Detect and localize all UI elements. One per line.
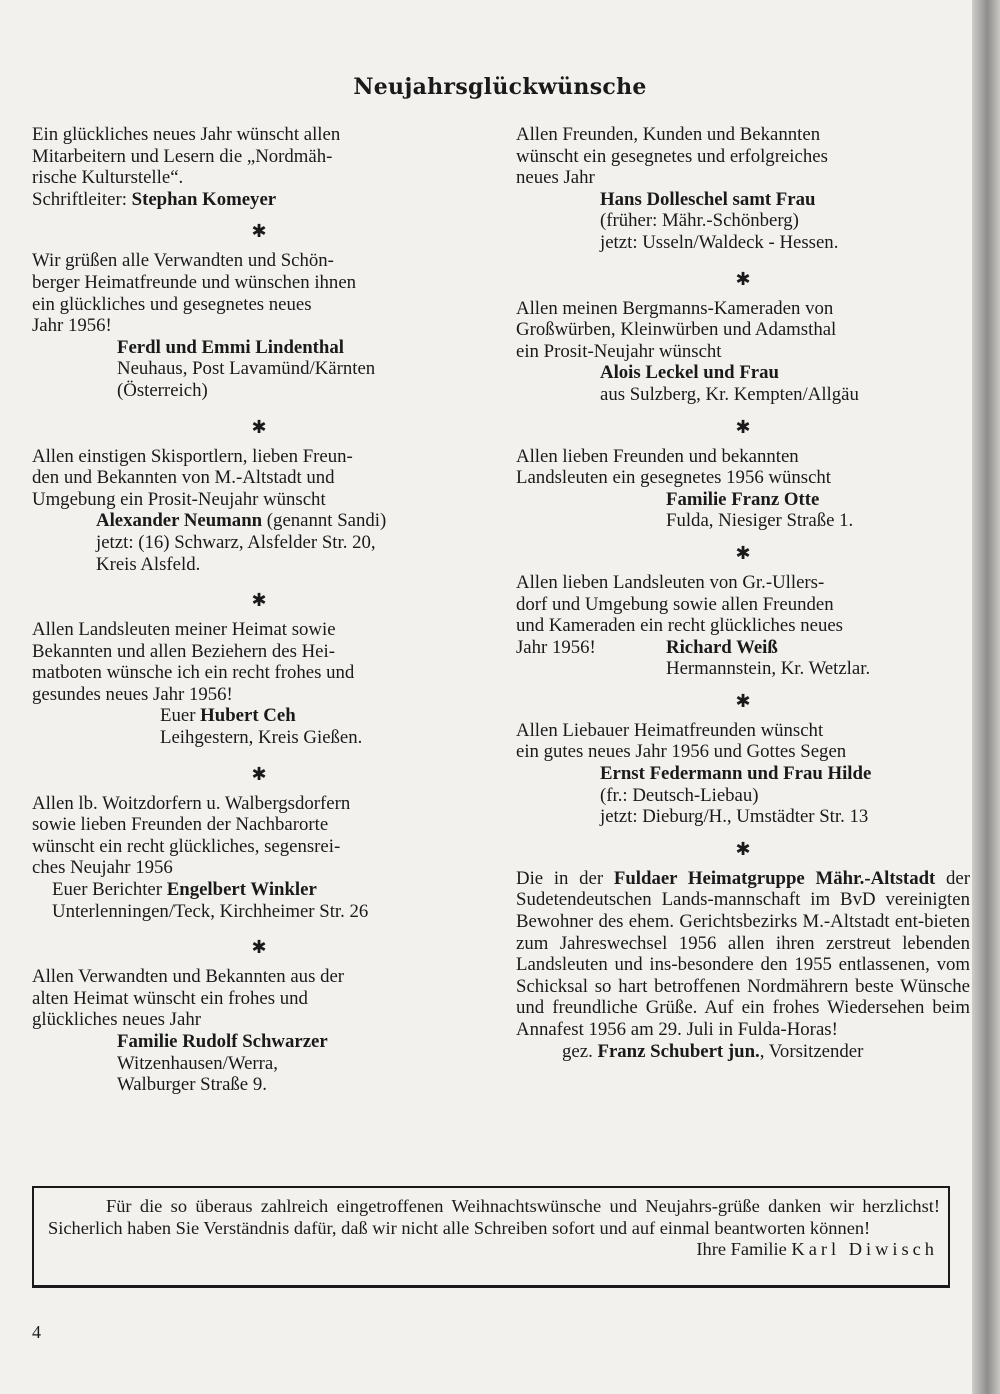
greeting-line: ches Neujahr 1956 bbox=[32, 857, 173, 879]
signature-name: Familie Rudolf Schwarzer bbox=[117, 1031, 328, 1052]
greeting-line: Jahr 1956! bbox=[32, 315, 112, 337]
signature-name: Hans Dolleschel samt Frau bbox=[600, 188, 816, 210]
separator-star-icon: ✱ bbox=[735, 268, 751, 289]
greeting-ceh bbox=[32, 619, 486, 749]
signature-name: Hubert Ceh bbox=[200, 705, 296, 727]
greeting-weiss bbox=[516, 572, 970, 680]
greeting-line: Ein glückliches neues Jahr wünscht allen bbox=[32, 124, 341, 145]
page-edge-shadow bbox=[972, 0, 1000, 1394]
separator-star-icon: ✱ bbox=[735, 416, 751, 437]
separator-star-icon: ✱ bbox=[251, 590, 267, 611]
signature-name: Familie Franz Otte bbox=[666, 488, 820, 510]
greeting-line: wünscht ein recht glückliches, segensrei- bbox=[32, 835, 341, 857]
greeting-line: Bekannten und allen Beziehern des Hei- bbox=[32, 640, 335, 662]
signature-name: Ernst Federmann und Frau Hilde bbox=[600, 763, 872, 785]
thanks-box bbox=[32, 1186, 950, 1288]
greeting-otte bbox=[516, 446, 970, 532]
greeting-line: rische Kulturstelle“. bbox=[32, 167, 184, 189]
signature-name: Ferdl und Emmi Lindenthal bbox=[117, 336, 344, 358]
greeting-line: sowie lieben Freunden der Nachbarorte bbox=[32, 814, 329, 836]
greeting-neumann bbox=[32, 446, 486, 576]
greeting-line: Großwürben, Kleinwürben und Adamsthal bbox=[516, 319, 837, 341]
left-column bbox=[32, 124, 486, 1096]
greeting-federmann bbox=[516, 720, 970, 828]
greeting-line: ein gutes neues Jahr 1956 und Gottes Segen bbox=[516, 741, 847, 763]
signature-prefix: Schriftleiter: bbox=[32, 188, 127, 210]
signature-name: Engelbert Winkler bbox=[166, 879, 317, 901]
greeting-line: neues Jahr bbox=[516, 167, 595, 189]
greeting-line: matboten wünsche ich ein recht frohes und bbox=[32, 662, 355, 684]
greeting-leckel bbox=[516, 298, 970, 406]
greeting-kulturstelle bbox=[32, 124, 486, 210]
separator-star-icon: ✱ bbox=[735, 542, 751, 563]
signature-prefix: Euer Berichter bbox=[52, 879, 163, 901]
greeting-line: Allen meinen Bergmanns-Kameraden von bbox=[516, 297, 834, 319]
greeting-line: Allen Verwandten und Bekannten aus der bbox=[32, 966, 345, 988]
separator-star-icon: ✱ bbox=[251, 221, 267, 242]
greeting-line: Wir grüßen alle Verwandten und Schön- bbox=[32, 250, 334, 272]
signature-address: Fulda, Niesiger Straße 1. bbox=[666, 510, 854, 532]
signature bbox=[32, 879, 486, 901]
greeting-line: und Kameraden ein recht glückliches neues bbox=[516, 615, 843, 637]
greeting-line: den und Bekannten von M.-Altstadt und bbox=[32, 467, 335, 489]
greeting-line: Allen Landsleuten meiner Heimat sowie bbox=[32, 619, 336, 641]
signature-name: Richard Weiß bbox=[666, 636, 778, 658]
signature-address: jetzt: Dieburg/H., Umstädter Str. 13 bbox=[600, 806, 869, 828]
thanks-text: Für die so überaus zahlreich eingetroffenen Weihnachtswünsche und Neujahrs-grüße danken wir herzlichst! Sicherlich haben Sie Verständnis dafür, daß wir nicht alle Schreiben sofort und auf einmal beantworten können! bbox=[48, 1196, 940, 1238]
signature bbox=[32, 705, 486, 727]
signature-name: Alois Leckel und Frau bbox=[600, 362, 779, 384]
greeting-schwarzer bbox=[32, 966, 486, 1096]
signature bbox=[32, 189, 486, 211]
greeting-lindenthal bbox=[32, 250, 486, 401]
page-number: 4 bbox=[32, 1322, 41, 1342]
signature-address: Walburger Straße 9. bbox=[117, 1074, 267, 1096]
greeting-intro: Die in der bbox=[516, 867, 604, 889]
signature-name: Alexander Neumann bbox=[96, 510, 263, 532]
signature bbox=[32, 510, 486, 532]
group-name: Fuldaer Heimatgruppe Mähr.-Altstadt bbox=[613, 867, 936, 889]
greeting-winkler bbox=[32, 793, 486, 923]
greeting-line: Allen einstigen Skisportlern, lieben Freun- bbox=[32, 445, 353, 467]
signature-address: aus Sulzberg, Kr. Kempten/Allgäu bbox=[600, 383, 859, 405]
signature-address: (früher: Mähr.-Schönberg) bbox=[600, 210, 799, 232]
right-column bbox=[516, 124, 970, 1062]
signature bbox=[516, 1041, 970, 1063]
greeting-line: Allen Liebauer Heimatfreunden wünscht bbox=[516, 719, 824, 741]
greeting-line: gesundes neues Jahr 1956! bbox=[32, 683, 233, 705]
separator-star-icon: ✱ bbox=[251, 416, 267, 437]
signature-address: (fr.: Deutsch-Liebau) bbox=[600, 784, 759, 806]
separator-star-icon: ✱ bbox=[735, 838, 751, 859]
greeting-line: glückliches neues Jahr bbox=[32, 1009, 201, 1031]
signature-address: Witzenhausen/Werra, bbox=[117, 1052, 278, 1074]
greeting-line: Allen lb. Woitzdorfern u. Walbergsdorfern bbox=[32, 792, 351, 814]
signature-prefix: Euer bbox=[160, 705, 196, 727]
signature-role: , Vorsitzender bbox=[759, 1040, 864, 1062]
signature-address: jetzt: (16) Schwarz, Alsfelder Str. 20, bbox=[96, 531, 376, 553]
signature-address: (Österreich) bbox=[117, 379, 208, 401]
signature-prefix: gez. bbox=[562, 1040, 593, 1062]
greeting-line: Allen lieben Landsleuten von Gr.-Ullers- bbox=[516, 571, 825, 593]
signature-address: Leihgestern, Kreis Gießen. bbox=[160, 727, 363, 749]
greeting-line: ein Prosit-Neujahr wünscht bbox=[516, 340, 722, 362]
signature-address: Hermannstein, Kr. Wetzlar. bbox=[666, 658, 871, 680]
greeting-line: wünscht ein gesegnetes und erfolgreiches bbox=[516, 145, 828, 167]
greeting-body: der Sudetendeutschen Lands-mannschaft im BvD vereinigten Bewohner des ehem. Gerichtsbezirks M.-Altstadt ent-bieten zum Jahreswechsel 1956 allen ihren zerstreut lebenden Landsleuten und ins-besondere den 1955 entlassenen, vom Schicksal so hart betroffenen Nordmährern beste Wünsche und freundliche Grüße. Auf ein frohes Wiedersehen beim Annafest 1956 am 29. Juli in Fulda-Horas! bbox=[516, 867, 970, 1040]
greeting-line: dorf und Umgebung sowie allen Freunden bbox=[516, 593, 834, 615]
signature-address: jetzt: Usseln/Waldeck - Hessen. bbox=[600, 231, 839, 253]
greeting-line: Allen lieben Freunden und bekannten bbox=[516, 445, 799, 467]
greeting-line: Allen Freunden, Kunden und Bekannten bbox=[516, 124, 821, 145]
separator-star-icon: ✱ bbox=[251, 937, 267, 958]
greeting-paragraph bbox=[516, 868, 970, 1041]
thanks-signature-name: Karl Diwisch bbox=[791, 1239, 938, 1260]
signature bbox=[516, 637, 970, 659]
greeting-line: Mitarbeitern und Lesern die „Nordmäh- bbox=[32, 145, 333, 167]
greeting-line: alten Heimat wünscht ein frohes und bbox=[32, 987, 308, 1009]
greeting-line: ein glückliches und gesegnetes neues bbox=[32, 293, 312, 315]
greeting-line: berger Heimatfreunde und wünschen ihnen bbox=[32, 271, 357, 293]
signature-address: Unterlenningen/Teck, Kirchheimer Str. 26 bbox=[52, 900, 369, 922]
thanks-signature-prefix: Ihre Familie bbox=[696, 1239, 787, 1260]
separator-star-icon: ✱ bbox=[251, 763, 267, 784]
signature-address: Neuhaus, Post Lavamünd/Kärnten bbox=[117, 358, 376, 380]
signature-name-suffix: (genannt Sandi) bbox=[266, 510, 387, 532]
signature-name: Franz Schubert jun. bbox=[597, 1040, 760, 1062]
thanks-signature bbox=[48, 1239, 940, 1261]
greeting-line: Jahr 1956! bbox=[516, 636, 596, 658]
signature-address: Kreis Alsfeld. bbox=[96, 553, 201, 575]
greeting-line: Landsleuten ein gesegnetes 1956 wünscht bbox=[516, 467, 832, 489]
greeting-line: Umgebung ein Prosit-Neujahr wünscht bbox=[32, 488, 326, 510]
greeting-dolleschel bbox=[516, 124, 970, 254]
signature-name: Stephan Komeyer bbox=[131, 188, 277, 210]
separator-star-icon: ✱ bbox=[735, 690, 751, 711]
page-title: Neujahrsglückwünsche bbox=[353, 74, 647, 100]
greeting-heimatgruppe bbox=[516, 868, 970, 1062]
